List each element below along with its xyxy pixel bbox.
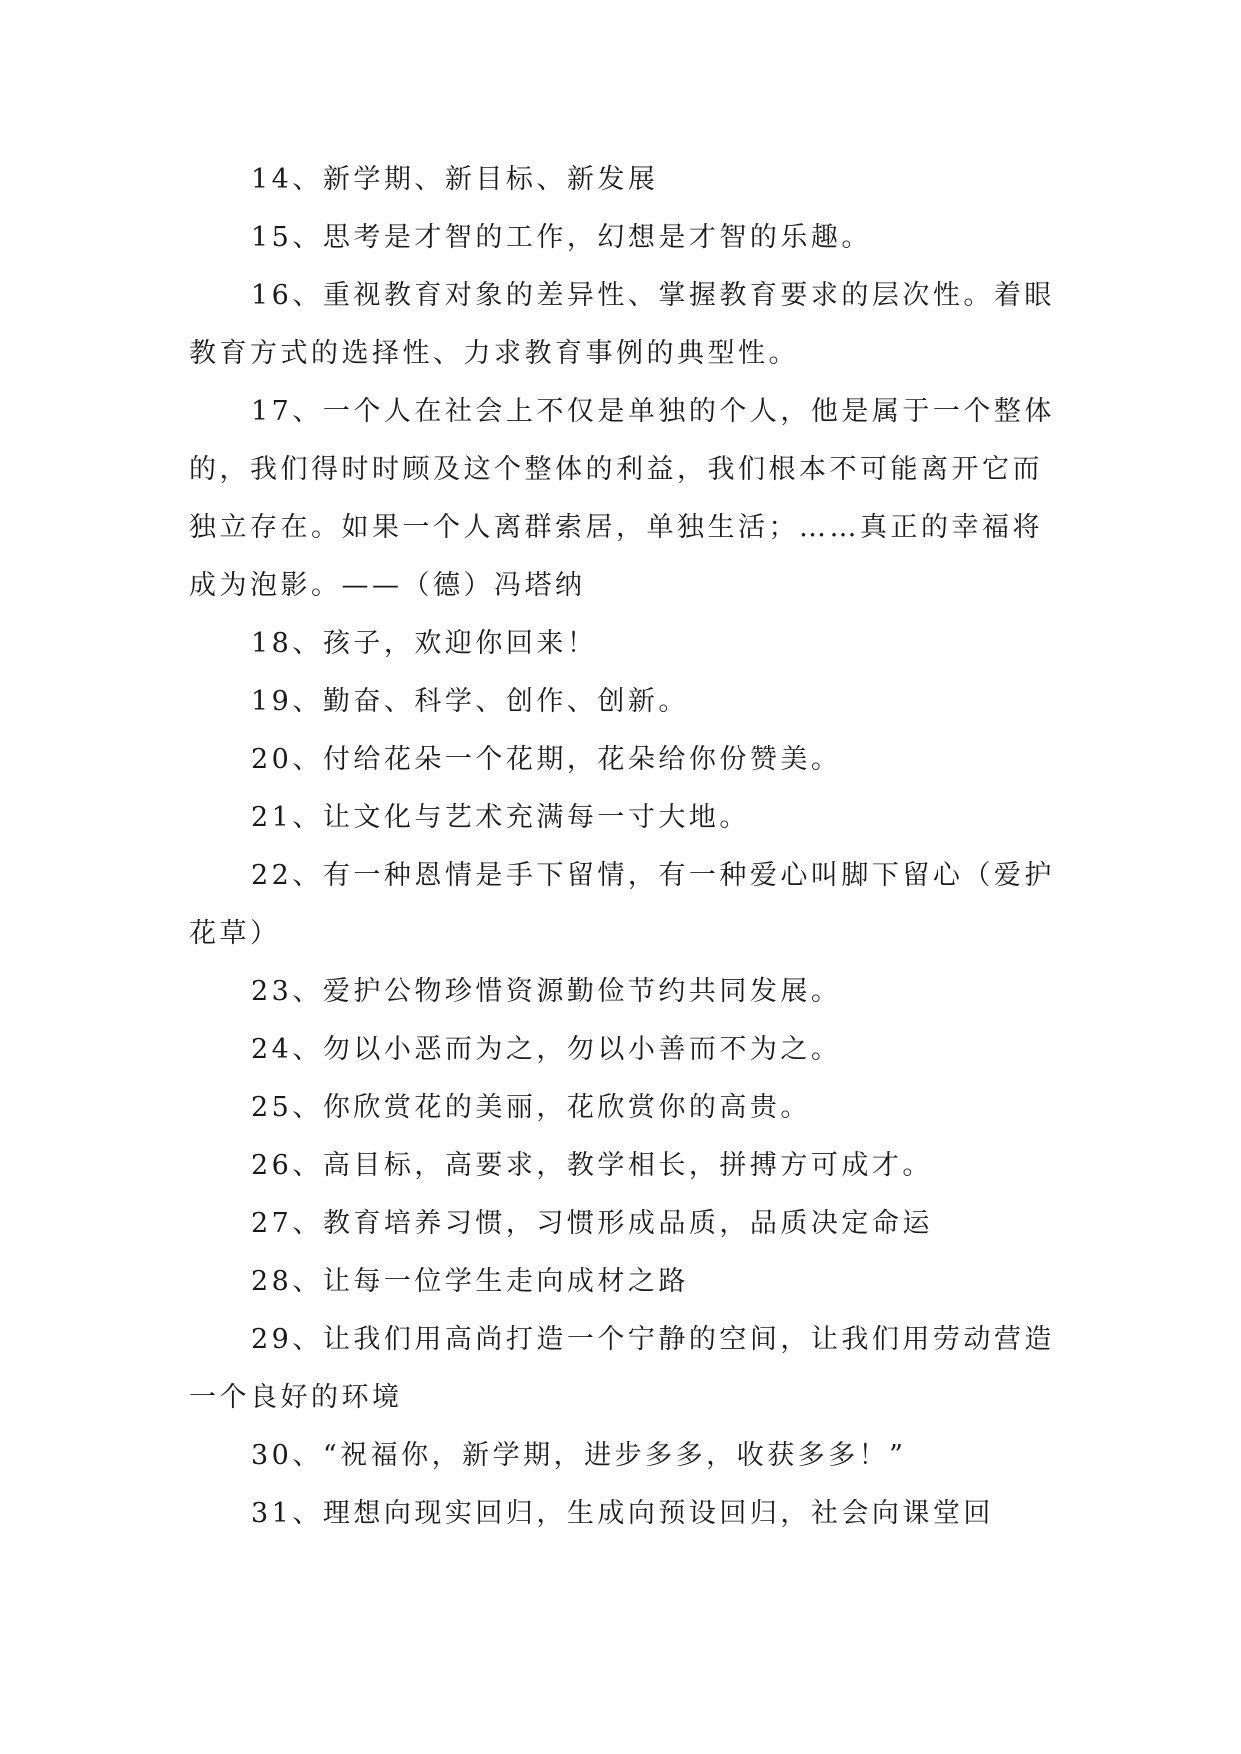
paragraph-15: 15、思考是才智的工作，幻想是才智的乐趣。 <box>251 222 872 253</box>
paragraph-31: 31、理想向现实回归，生成向预设回归，社会向课堂回 <box>251 1498 994 1529</box>
paragraph-27: 27、教育培养习惯，习惯形成品质，品质决定命运 <box>251 1208 933 1239</box>
paragraph-17: 17、一个人在社会上不仅是单独的个人，他是属于一个整体的，我们得时时顾及这个整体的利益，我们根本不可能离开它而独立存在。如果一个人离群索居，单独生活；……真正的幸福将成为泡影。——（德）冯塔纳 <box>189 396 1055 601</box>
paragraph-21: 21、让文化与艺术充满每一寸大地。 <box>251 802 750 833</box>
paragraph-16: 16、重视教育对象的差异性、掌握教育要求的层次性。着眼教育方式的选择性、力求教育事例的典型性。 <box>189 280 1055 369</box>
paragraph-24: 24、勿以小恶而为之，勿以小善而不为之。 <box>251 1034 842 1065</box>
paragraph-26: 26、高目标，高要求，教学相长，拼搏方可成才。 <box>251 1150 933 1181</box>
paragraph-20: 20、付给花朵一个花期，花朵给你份赞美。 <box>251 744 842 775</box>
paragraph-30: 30、“祝福你，新学期，进步多多，收获多多！” <box>251 1440 907 1471</box>
paragraph-29: 29、让我们用高尚打造一个宁静的空间，让我们用劳动营造一个良好的环境 <box>189 1324 1055 1413</box>
paragraph-18: 18、孩子，欢迎你回来！ <box>251 628 598 659</box>
paragraph-23: 23、爱护公物珍惜资源勤俭节约共同发展。 <box>251 976 842 1007</box>
paragraph-22: 22、有一种恩情是手下留情，有一种爱心叫脚下留心（爱护花草） <box>189 860 1055 949</box>
document-body <box>189 151 1069 1543</box>
paragraph-25: 25、你欣赏花的美丽，花欣赏你的高贵。 <box>251 1092 811 1123</box>
paragraph-19: 19、勤奋、科学、创作、创新。 <box>251 686 689 717</box>
paragraph-14: 14、新学期、新目标、新发展 <box>251 164 659 195</box>
paragraph-28: 28、让每一位学生走向成材之路 <box>251 1266 689 1297</box>
